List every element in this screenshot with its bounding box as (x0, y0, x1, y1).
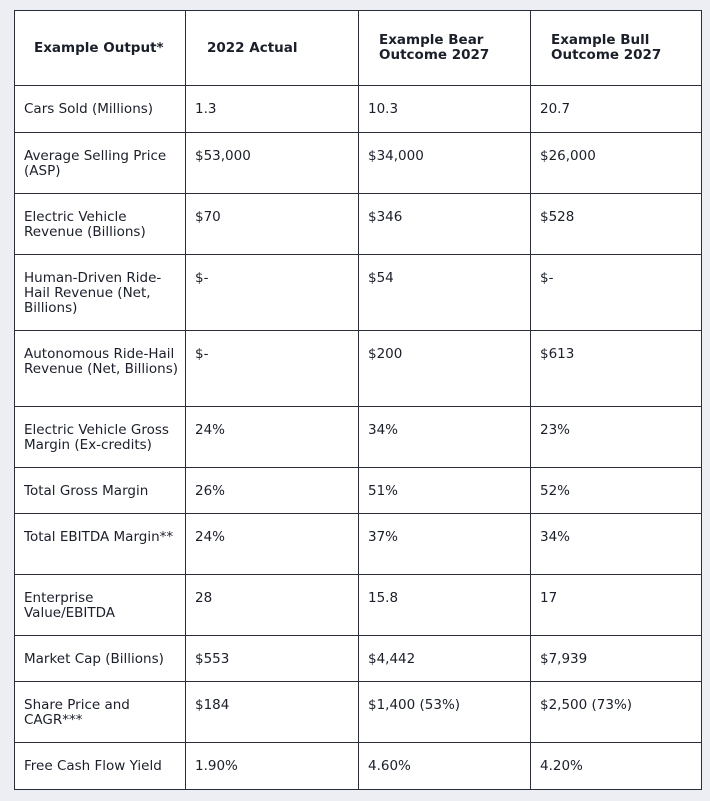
cell-bull-2027: 52% (531, 468, 702, 514)
table-row (15, 331, 702, 407)
cell-2022-actual: 26% (186, 468, 359, 514)
cell-bear-2027: $34,000 (359, 133, 531, 194)
row-label: Free Cash Flow Yield (15, 743, 186, 790)
cell-bear-2027: $4,442 (359, 636, 531, 682)
cell-bear-2027: $54 (359, 255, 531, 331)
cell-bull-2027: $528 (531, 194, 702, 255)
row-label: Total Gross Margin (15, 468, 186, 514)
cell-2022-actual: $- (186, 255, 359, 331)
table-row (15, 575, 702, 636)
financial-outcome-table (14, 10, 702, 790)
table-row (15, 133, 702, 194)
row-label: Human-Driven Ride-Hail Revenue (Net, Billions) (15, 255, 186, 331)
header-2022-actual: 2022 Actual (186, 11, 359, 86)
cell-bull-2027: $7,939 (531, 636, 702, 682)
cell-bear-2027: 10.3 (359, 86, 531, 133)
row-label: Electric Vehicle Revenue (Billions) (15, 194, 186, 255)
table-container (14, 10, 701, 790)
cell-bear-2027: 15.8 (359, 575, 531, 636)
row-label: Electric Vehicle Gross Margin (Ex-credits) (15, 407, 186, 468)
cell-2022-actual: $70 (186, 194, 359, 255)
row-label: Enterprise Value/EBITDA (15, 575, 186, 636)
table-row (15, 636, 702, 682)
cell-bear-2027: $1,400 (53%) (359, 682, 531, 743)
cell-2022-actual: 1.3 (186, 86, 359, 133)
header-example-output: Example Output* (15, 11, 186, 86)
row-label: Market Cap (Billions) (15, 636, 186, 682)
cell-bull-2027: 4.20% (531, 743, 702, 790)
cell-bull-2027: $26,000 (531, 133, 702, 194)
table-row (15, 86, 702, 133)
table-row (15, 514, 702, 575)
cell-bear-2027: $346 (359, 194, 531, 255)
cell-2022-actual: $553 (186, 636, 359, 682)
cell-bear-2027: 4.60% (359, 743, 531, 790)
cell-bull-2027: 34% (531, 514, 702, 575)
cell-2022-actual: 24% (186, 407, 359, 468)
row-label: Average Selling Price (ASP) (15, 133, 186, 194)
cell-2022-actual: $184 (186, 682, 359, 743)
header-row (15, 11, 702, 86)
row-label: Share Price and CAGR*** (15, 682, 186, 743)
cell-2022-actual: $- (186, 331, 359, 407)
cell-bear-2027: 51% (359, 468, 531, 514)
cell-2022-actual: $53,000 (186, 133, 359, 194)
cell-bull-2027: 17 (531, 575, 702, 636)
cell-bear-2027: 34% (359, 407, 531, 468)
row-label: Autonomous Ride-Hail Revenue (Net, Billions) (15, 331, 186, 407)
table-row (15, 468, 702, 514)
row-label: Cars Sold (Millions) (15, 86, 186, 133)
cell-bull-2027: $- (531, 255, 702, 331)
cell-2022-actual: 28 (186, 575, 359, 636)
header-bear-outcome: Example Bear Outcome 2027 (359, 11, 531, 86)
cell-bear-2027: $200 (359, 331, 531, 407)
header-bull-outcome: Example Bull Outcome 2027 (531, 11, 702, 86)
cell-2022-actual: 24% (186, 514, 359, 575)
table-row (15, 682, 702, 743)
row-label: Total EBITDA Margin** (15, 514, 186, 575)
cell-bull-2027: $613 (531, 331, 702, 407)
cell-bull-2027: 20.7 (531, 86, 702, 133)
table-row (15, 743, 702, 790)
cell-bear-2027: 37% (359, 514, 531, 575)
cell-bull-2027: $2,500 (73%) (531, 682, 702, 743)
table-row (15, 194, 702, 255)
cell-bull-2027: 23% (531, 407, 702, 468)
table-row (15, 407, 702, 468)
table-row (15, 255, 702, 331)
cell-2022-actual: 1.90% (186, 743, 359, 790)
